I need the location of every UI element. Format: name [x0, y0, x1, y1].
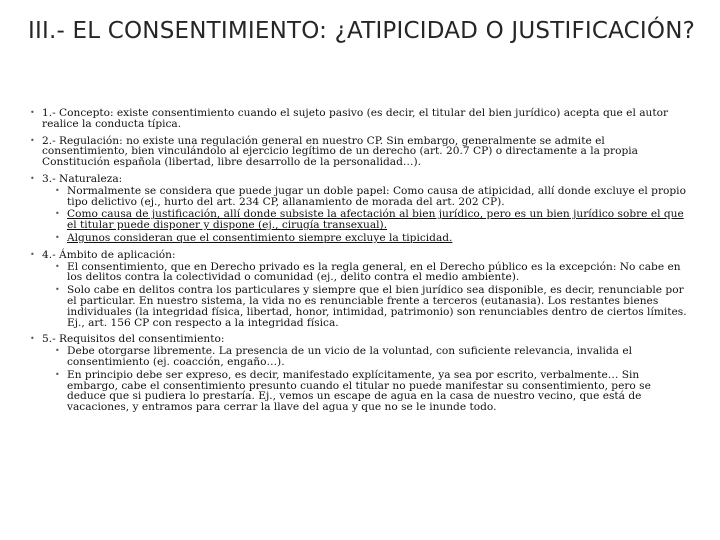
bullet-text: 3.- Naturaleza: — [42, 172, 123, 185]
sub-bullet-text: Normalmente se considera que puede jugar un doble papel: Como causa de atipicidad, allí donde excluye el propio tipo delictivo (ej., hurto del art. 234 CP, allanamiento de morada del art. 202 CP). — [67, 184, 686, 208]
bullet-concepto — [30, 108, 690, 130]
bullet-naturaleza — [30, 174, 690, 244]
sub-list-ambito — [42, 262, 690, 329]
sub-bullet-justificacion — [42, 209, 690, 231]
sub-bullet-tipicidad — [42, 233, 690, 244]
sub-list-requisitos — [42, 346, 690, 413]
slide-title: III.- EL CONSENTIMIENTO: ¿ATIPICIDAD O JUSTIFICACIÓN? — [28, 18, 696, 44]
sub-bullet-text: Como causa de justificación, allí donde subsiste la afectación al bien jurídico, pero es un bien jurídico sobre el que el titular puede disponer y dispone (ej., cirugía transexual). — [67, 208, 684, 232]
sub-bullet-derecho-publico — [42, 262, 690, 284]
bullet-text: 5.- Requisitos del consentimiento: — [42, 333, 225, 346]
sub-bullet-text: Debe otorgarse libremente. La presencia de un vicio de la voluntad, con suficiente relevancia, invalida el consentimiento (ej. coacción, engaño…). — [67, 345, 633, 368]
sub-list-naturaleza — [42, 186, 690, 244]
bullet-regulacion — [30, 136, 690, 168]
sub-bullet-libremente — [42, 346, 690, 368]
sub-bullet-text: El consentimiento, que en Derecho privado es la regla general, en el Derecho público es la excepción: No cabe en los delitos contra la colectividad o comunidad (ej., delito contra el medio ambiente). — [67, 260, 681, 284]
sub-bullet-text: Algunos consideran que el consentimiento siempre excluye la tipicidad. — [67, 231, 453, 244]
slide-body — [30, 108, 690, 419]
bullet-requisitos — [30, 334, 690, 413]
sub-bullet-particulares — [42, 285, 690, 328]
bullet-ambito — [30, 250, 690, 329]
sub-bullet-expreso — [42, 370, 690, 413]
bullet-text: 4.- Ámbito de aplicación: — [42, 248, 176, 261]
bullet-list — [30, 108, 690, 413]
bullet-text: 1.- Concepto: existe consentimiento cuando el sujeto pasivo (es decir, el titular del bien jurídico) acepta que el autor realice la conducta típica. — [42, 107, 669, 130]
sub-bullet-text: Solo cabe en delitos contra los particulares y siempre que el bien jurídico sea disponible, es decir, renunciable por el particular. En nuestro sistema, la vida no es renunciable frente a terceros (eutanasia). Los restantes bienes individuales (la integridad física, libertad, honor, intimidad, patrimonio) son renunciables dentro de ciertos límites. Ej., art. 156 CP con respecto a la integridad física. — [67, 284, 687, 329]
sub-bullet-atipicidad — [42, 186, 690, 208]
bullet-text: 2.- Regulación: no existe una regulación general en nuestro CP. Sin embargo, generalmente se admite el consentimiento, bien vinculándolo al ejercicio legítimo de un derecho (art. 20.7 CP) o directamente a la propia Constitución española (libertad, libre desarrollo de la personalidad…). — [42, 134, 638, 169]
sub-bullet-text: En principio debe ser expreso, es decir, manifestado explícitamente, ya sea por escrito, verbalmente… Sin embargo, cabe el consentimiento presunto cuando el titular no puede manifestar su consentimiento, pero se deduce que si pudiera lo prestaría. Ej., vemos un escape de agua en la casa de nuestro vecino, que está de vacaciones, y entramos para cerrar la llave del agua y que no se le inunde todo. — [67, 368, 651, 414]
